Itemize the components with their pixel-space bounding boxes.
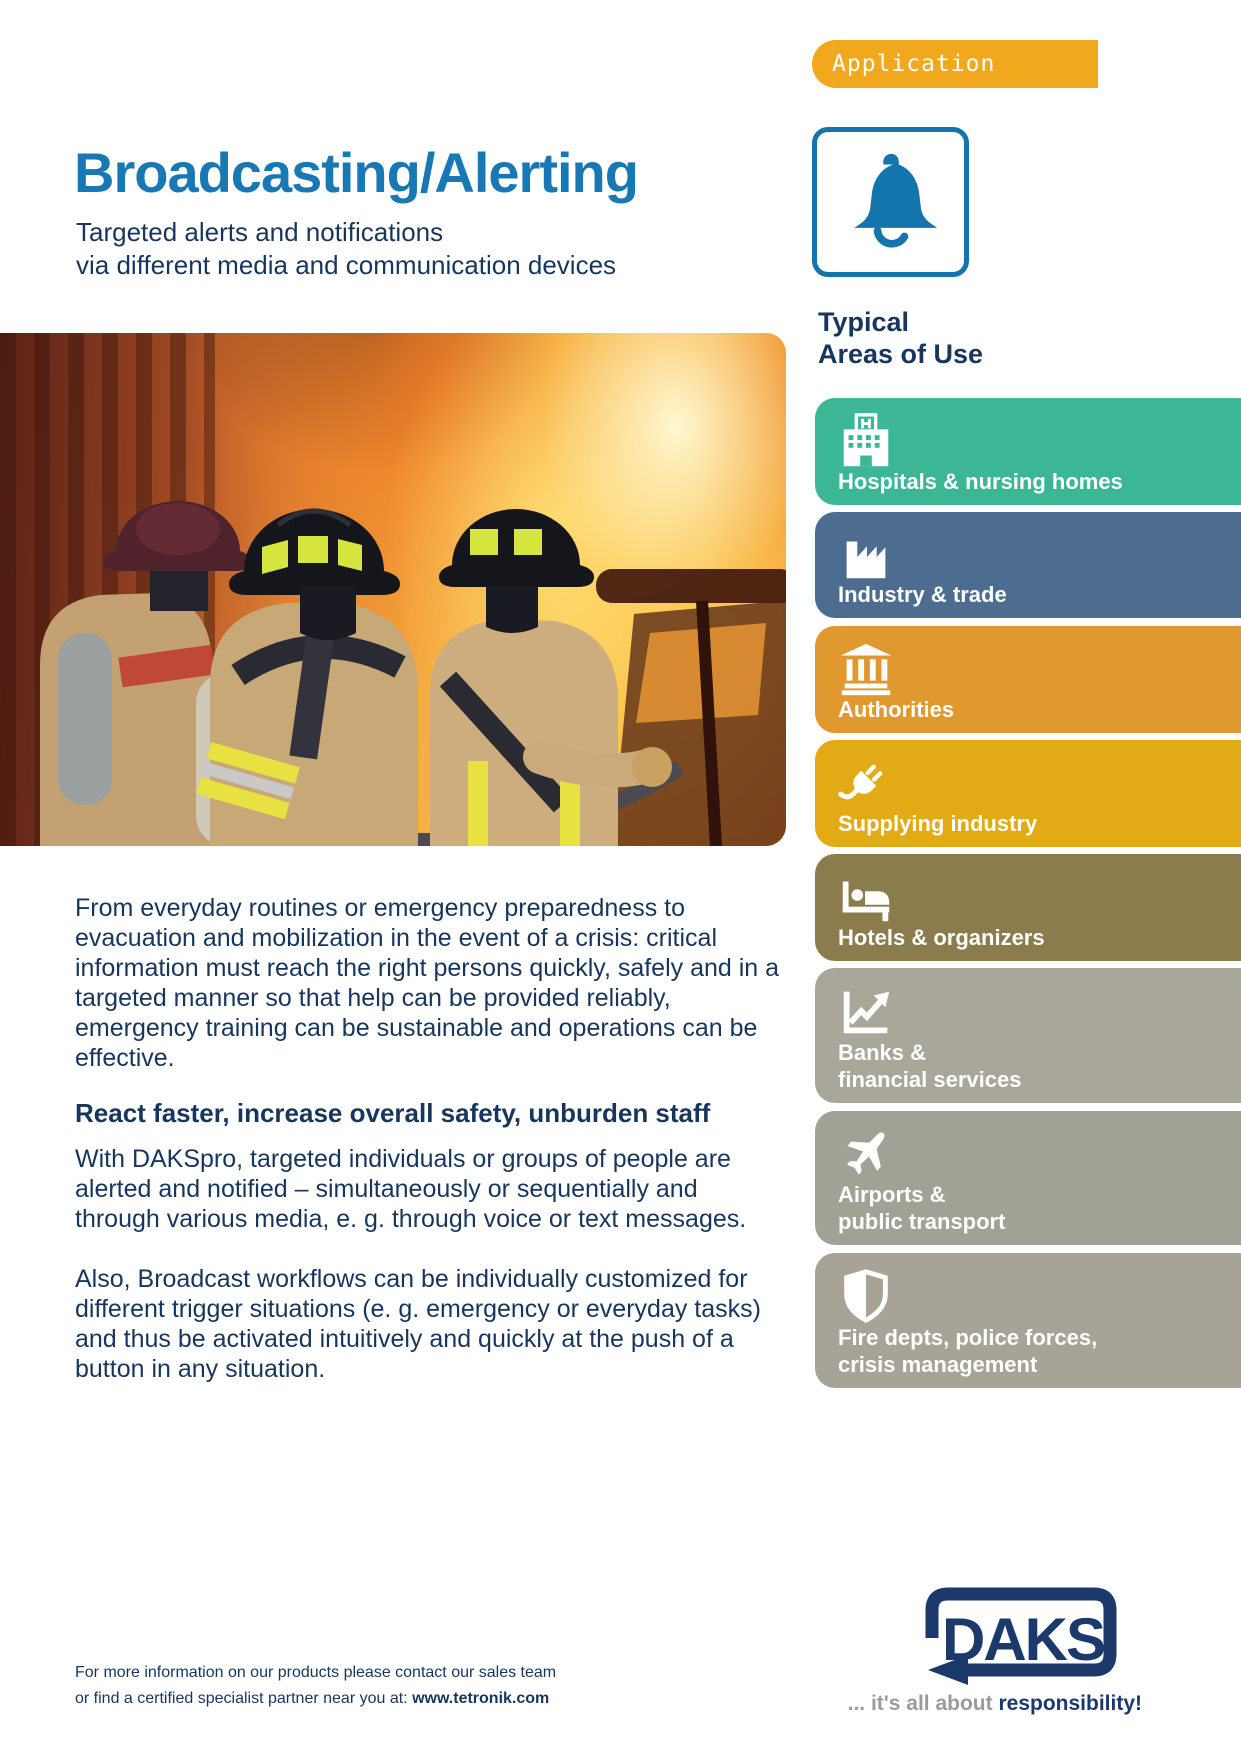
area-label: Banks & — [838, 1040, 927, 1065]
area-label: Hospitals & nursing homes — [838, 469, 1123, 494]
workflows-paragraph: Also, Broadcast workflows can be individually customized for different trigger situations (e. g. emergency or everyday tasks) and thus be activated intuitively and quickly at the push of a button in any situation. — [75, 1265, 761, 1383]
tagline-emphasis: responsibility! — [998, 1692, 1142, 1715]
power-plug-icon — [835, 752, 897, 814]
area-label-2: financial services — [838, 1067, 1022, 1092]
area-label: Authorities — [838, 697, 955, 722]
dakspro-paragraph: With DAKSpro, targeted individuals or groups of people are alerted and notified – simultaneously or sequentially and through various media, e. g. through voice or text messages. — [75, 1145, 747, 1233]
heading-line-2: Areas of Use — [818, 339, 984, 369]
tagline-prefix: ... it's all about — [847, 1692, 999, 1715]
area-label-2: public transport — [838, 1209, 1006, 1234]
subtitle-line-2: via different media and communication devices — [76, 250, 617, 280]
areas-of-use-heading — [818, 306, 983, 370]
heading-line-1: Typical — [818, 307, 910, 337]
area-airports — [815, 1111, 1241, 1245]
page-subtitle — [76, 216, 616, 282]
page-title: Broadcasting/Alerting — [74, 141, 638, 204]
tetronik-link[interactable]: www.tetronik.com — [412, 1690, 550, 1707]
daks-logo — [900, 1572, 1140, 1692]
area-industry — [815, 512, 1241, 618]
brand-tagline — [810, 1692, 1142, 1716]
area-label: Airports & — [838, 1182, 946, 1207]
chart-growth-icon — [835, 980, 897, 1042]
area-banks — [815, 968, 1241, 1103]
area-authorities — [815, 626, 1241, 733]
factory-icon — [835, 524, 897, 586]
area-fire-police — [815, 1253, 1241, 1388]
airplane-icon — [835, 1123, 897, 1185]
bell-icon — [843, 149, 939, 256]
footer-contact — [75, 1660, 556, 1712]
firefighters-illustration — [0, 333, 786, 846]
intro-paragraph: From everyday routines or emergency preparedness to evacuation and mobilization in the event of a crisis: critical information must reach the right persons quickly, safely and in a targeted manner so that help can be provided reliably, emergency training can be sustainable and operations can be effective. — [75, 894, 780, 1072]
footer-line-2: or find a certified specialist partner near you at: — [75, 1690, 413, 1707]
daks-logo-text: DAKS — [942, 1606, 1105, 1673]
area-label: Fire depts, police forces, — [838, 1325, 1098, 1350]
area-supplying-industry — [815, 740, 1241, 847]
area-hotels — [815, 854, 1241, 961]
area-label: Supplying industry — [838, 811, 1038, 836]
section-heading: React faster, increase overall safety, unburden staff — [75, 1098, 711, 1128]
area-label: Industry & trade — [838, 582, 1007, 607]
area-label-2: crisis management — [838, 1352, 1038, 1377]
hero-photo-firefighters — [0, 333, 786, 846]
bed-icon — [835, 866, 897, 928]
shield-icon — [835, 1265, 897, 1327]
application-module-banner: Application module — [812, 40, 1098, 88]
area-label: Hotels & organizers — [838, 925, 1045, 950]
footer-line-1: For more information on our products please contact our sales team — [75, 1664, 557, 1681]
subtitle-line-1: Targeted alerts and notifications — [76, 217, 444, 247]
hospital-icon — [835, 410, 897, 472]
module-icon-card — [812, 127, 969, 277]
area-hospitals — [815, 398, 1241, 505]
government-building-icon — [835, 638, 897, 700]
